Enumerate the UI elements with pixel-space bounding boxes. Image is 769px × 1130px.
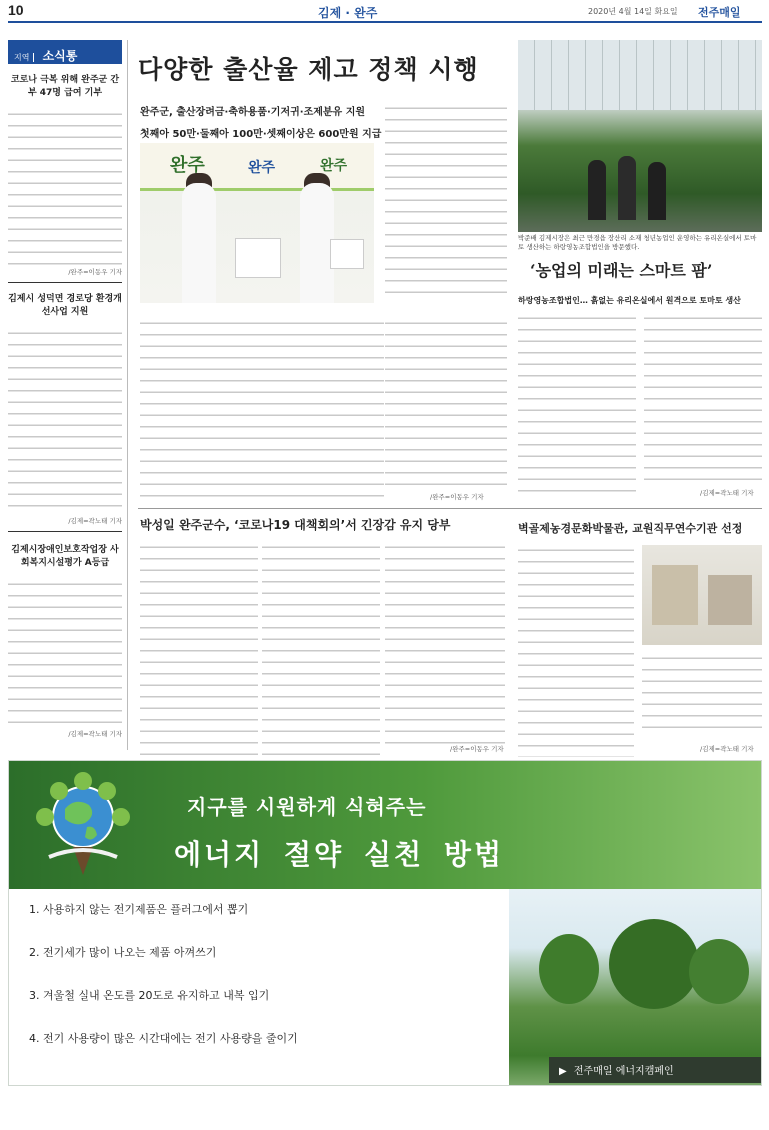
right-byline: /김제=곽노태 기자 [700, 489, 754, 497]
sidebar-body [8, 579, 122, 729]
page-header [8, 0, 762, 22]
ad-title: 에너지 절약 실천 방법 [174, 838, 505, 871]
ad-footer-text: 전주매일 에너지캠페인 [573, 1066, 674, 1077]
photo-sign-2: 완주 [248, 160, 276, 176]
museum-photo [642, 545, 762, 645]
ad-item-number: 3. [29, 989, 40, 1002]
right-body [518, 313, 636, 498]
ad-trees-photo [509, 889, 761, 1085]
ad-item-text: 전기세가 많이 나오는 제품 아껴쓰기 [43, 946, 217, 959]
header-rule [8, 21, 762, 23]
sidebar-banner [8, 40, 122, 64]
photo-caption: 박준배 김제시장은 최근 만경읍 장산리 소재 청년농업인 운영하는 유리온실에서 토마토 생산하는 하랑영농조합법인을 방문했다. [518, 234, 757, 251]
ad-item [29, 944, 499, 987]
photo-sign-3: 완주 [320, 158, 348, 174]
tree [609, 919, 699, 1009]
issue-date: 2020년 4월 14일 화요일 [588, 7, 678, 16]
page-number: 10 [8, 2, 24, 18]
ad-item [29, 1030, 499, 1073]
sidebar-divider [127, 40, 128, 750]
ad-item-number: 2. [29, 946, 40, 959]
ad-item-number: 4. [29, 1032, 40, 1045]
second-body [262, 542, 380, 756]
ad-item-text: 전기 사용량이 많은 시간대에는 전기 사용량을 줄이기 [43, 1032, 298, 1045]
main-headline: 다양한 출산율 제고 정책 시행 [138, 55, 479, 84]
ad-item-number: 1. [29, 903, 40, 916]
main-body [262, 318, 384, 506]
main-body [385, 318, 507, 493]
right-body [644, 313, 762, 483]
main-byline: /완주=이동우 기자 [430, 493, 484, 501]
photo-sign: 완주 [170, 155, 205, 176]
main-subhead: 완주군, 출산장려금·축하용품·기저귀·조제분유 지원 [140, 107, 366, 118]
globe-tree-icon [29, 771, 137, 881]
sidebar-title: 소식통 [42, 49, 78, 63]
section-rule [138, 508, 762, 509]
sidebar-byline: /김제=곽노태 기자 [68, 730, 122, 738]
tree [689, 939, 749, 1004]
sidebar-headline: 김제시 성덕면 경로당 환경개선사업 지원 [8, 294, 122, 317]
sidebar-headline: 김제시장애인보호작업장 사회복지시설평가 A등급 [11, 545, 119, 568]
museum-display [708, 575, 752, 625]
right-headline: ‘농업의 미래는 스마트 팜’ [530, 261, 713, 280]
ad-list [29, 901, 499, 1073]
sidebar-byline: /완주=이동우 기자 [68, 268, 122, 276]
ad-item [29, 901, 499, 944]
sidebar-byline: /김제=곽노태 기자 [68, 517, 122, 525]
newspaper-name: 전주매일 [698, 6, 741, 19]
second-body [385, 542, 505, 747]
museum-byline: /김제=곽노태 기자 [700, 745, 754, 753]
tree [539, 934, 599, 1004]
person [182, 183, 216, 303]
sidebar-body [8, 328, 122, 516]
main-body-top [385, 103, 507, 303]
museum-body [642, 653, 762, 738]
gift-box [330, 239, 364, 269]
ad-item [29, 987, 499, 1030]
person [300, 183, 334, 303]
greenhouse-roof [518, 40, 762, 110]
museum-display [652, 565, 698, 625]
ad-tagline: 지구를 시원하게 식혀주는 [187, 795, 427, 819]
second-headline: 박성일 완주군수, ‘코로나19 대책회의’서 긴장감 유지 당부 [140, 518, 451, 532]
second-body [140, 542, 258, 756]
greenhouse-photo [518, 40, 762, 232]
sidebar-body [8, 109, 122, 267]
person [618, 156, 636, 220]
section-title: 김제 · 완주 [318, 6, 378, 20]
main-photo [140, 143, 374, 303]
sidebar-tag: 지역 [14, 53, 34, 62]
person [588, 160, 606, 220]
second-byline: /완주=이동우 기자 [450, 745, 504, 753]
main-body [140, 318, 262, 506]
museum-headline: 벽골제농경문화박물관, 교원직무연수기관 선정 [518, 522, 743, 535]
gift-box [235, 238, 281, 278]
museum-body [518, 545, 634, 757]
ad-item-text: 사용하지 않는 전기제품은 플러그에서 뽑기 [43, 903, 249, 916]
energy-ad [8, 760, 762, 1086]
right-subhead: 하랑영농조합법인… 흙없는 유리온실에서 원격으로 토마토 생산 [518, 296, 741, 305]
main-subhead: 첫째아 50만·둘째아 100만·셋째이상은 600만원 지급 [140, 129, 382, 140]
ad-item-text: 겨울철 실내 온도를 20도로 유지하고 내복 입기 [43, 989, 270, 1002]
play-icon: ▶ [559, 1066, 567, 1077]
sidebar-headline: 코로나 극복 위해 완주군 간부 47명 급여 기부 [10, 75, 120, 98]
person [648, 162, 666, 220]
ad-footer-bar [549, 1057, 761, 1083]
